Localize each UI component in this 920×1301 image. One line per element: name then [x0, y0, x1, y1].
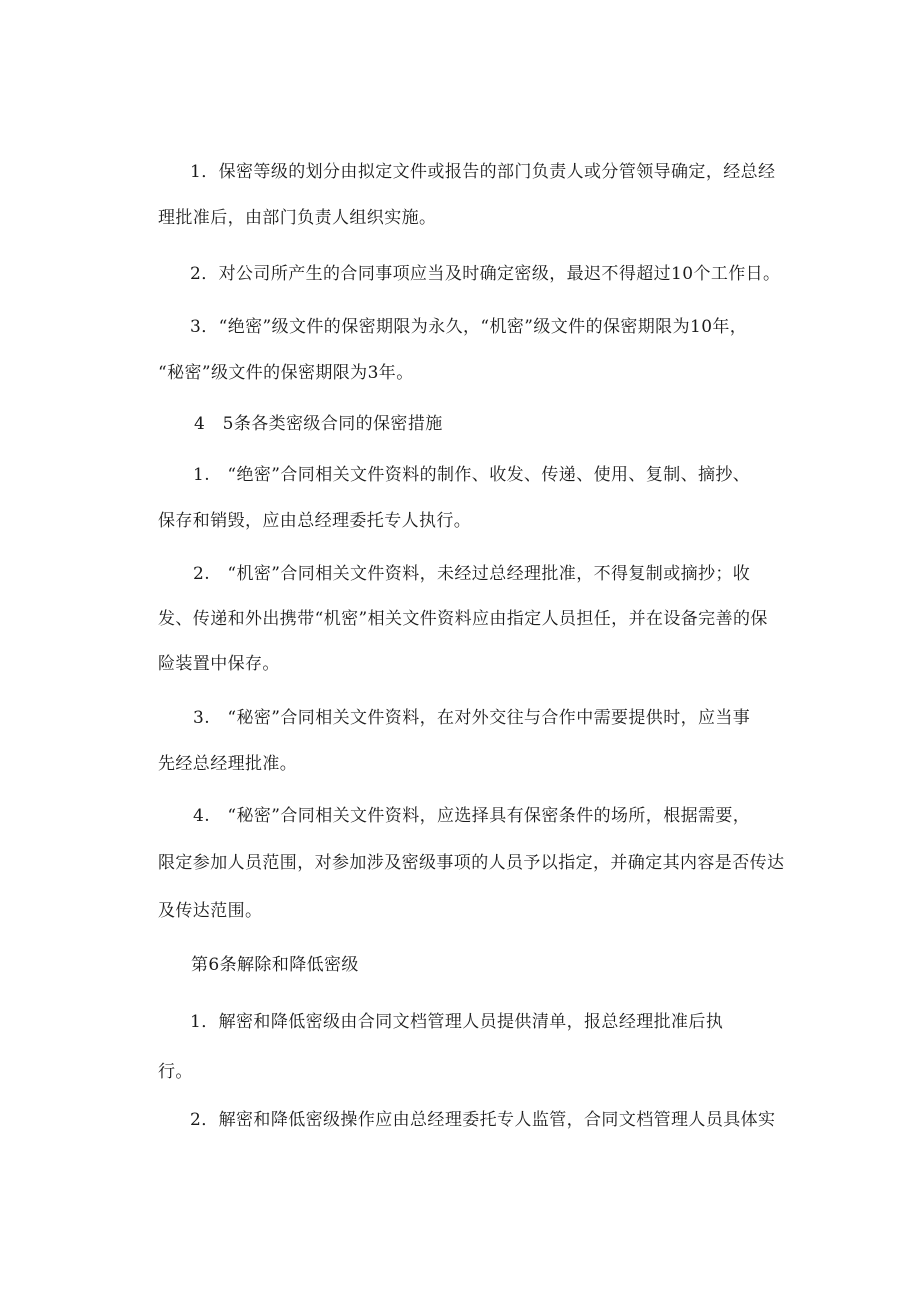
text-line: 先经总经理批准。 [158, 754, 298, 774]
text-line: 限定参加人员范围，对参加涉及密级事项的人员予以指定，并确定其内容是否传达 [158, 853, 785, 873]
text-line: 发、传递和外出携带“机密”相关文件资料应由指定人员担任，并在设备完善的保 [158, 609, 768, 629]
text-line: 保存和销毁，应由总经理委托专人执行。 [158, 511, 472, 531]
text-line: 2. “机密”合同相关文件资料，未经过总经理批准，不得复制或摘抄；收 [193, 564, 751, 584]
text-line: 2．解密和降低密级操作应由总经理委托专人监管，合同文档管理人员具体实 [190, 1110, 776, 1130]
text-line: 4. “秘密”合同相关文件资料，应选择具有保密条件的场所，根据需要， [193, 806, 751, 826]
text-line: 行。 [158, 1062, 193, 1082]
section-heading: 第6条解除和降低密级 [191, 955, 359, 975]
text-line: 及传达范围。 [158, 901, 263, 921]
text-line: 1. “绝密”合同相关文件资料的制作、收发、传递、使用、复制、摘抄、 [193, 465, 751, 485]
text-line: 1．解密和降低密级由合同文档管理人员提供清单，报总经理批准后执 [190, 1012, 724, 1032]
text-line: 2．对公司所产生的合同事项应当及时确定密级，最迟不得超过10个工作日。 [190, 264, 781, 284]
text-line: 3. “秘密”合同相关文件资料，在对外交往与合作中需要提供时，应当事 [193, 708, 751, 728]
text-line: 险装置中保存。 [158, 654, 280, 674]
text-line: “秘密”级文件的保密期限为3年。 [158, 363, 414, 383]
text-line: 1．保密等级的划分由拟定文件或报告的部门负责人或分管领导确定，经总经 [190, 162, 776, 182]
section-heading: 4 5条各类密级合同的保密措施 [194, 414, 443, 434]
text-line: 3．“绝密”级文件的保密期限为永久，“机密”级文件的保密期限为10年， [190, 317, 748, 337]
text-line: 理批准后，由部门负责人组织实施。 [158, 208, 437, 228]
